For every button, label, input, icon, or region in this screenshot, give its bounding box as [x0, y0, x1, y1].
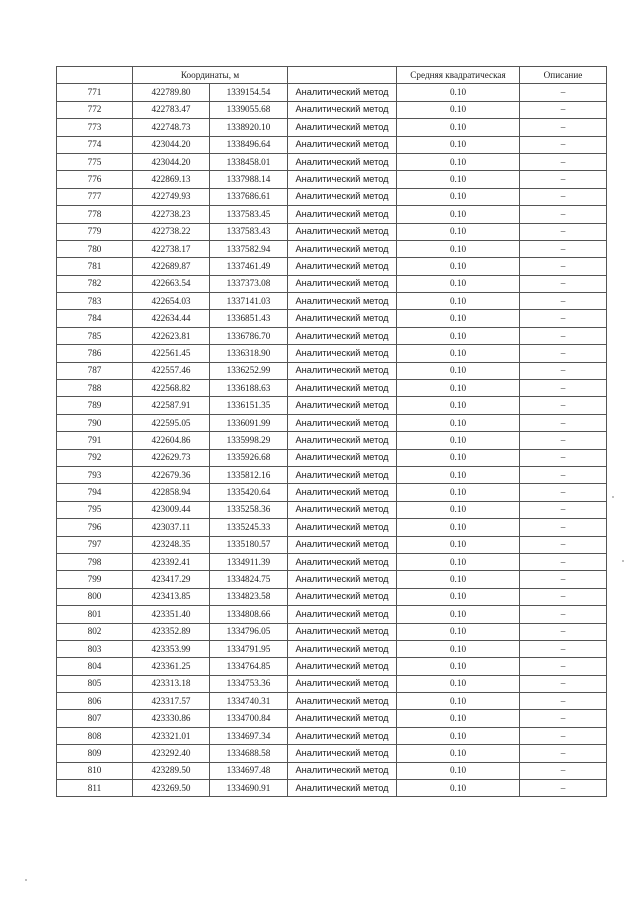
coord-y-cell: 1334688.58 — [210, 745, 288, 762]
description-cell: – — [520, 275, 607, 292]
method-cell: Аналитический метод — [288, 362, 397, 379]
table-row — [57, 275, 607, 292]
point-number-cell: 794 — [57, 484, 133, 501]
description-cell: – — [520, 536, 607, 553]
rms-error-cell: 0.10 — [397, 536, 520, 553]
coord-x-cell: 422623.81 — [133, 327, 210, 344]
rms-error-cell: 0.10 — [397, 484, 520, 501]
table-row — [57, 675, 607, 692]
coord-y-cell: 1334697.34 — [210, 727, 288, 744]
table-row — [57, 466, 607, 483]
coord-x-cell: 423321.01 — [133, 727, 210, 744]
coord-x-cell: 422663.54 — [133, 275, 210, 292]
method-cell: Аналитический метод — [288, 397, 397, 414]
description-cell: – — [520, 258, 607, 275]
rms-error-cell: 0.10 — [397, 380, 520, 397]
header-description: Описание — [520, 67, 607, 84]
coord-x-cell: 423289.50 — [133, 762, 210, 779]
coord-x-cell: 423330.86 — [133, 710, 210, 727]
point-number-cell: 784 — [57, 310, 133, 327]
coord-y-cell: 1336151.35 — [210, 397, 288, 414]
coord-x-cell: 422595.05 — [133, 414, 210, 431]
coord-x-cell: 422679.36 — [133, 466, 210, 483]
coord-x-cell: 423044.20 — [133, 153, 210, 170]
table-row — [57, 449, 607, 466]
coord-x-cell: 422858.94 — [133, 484, 210, 501]
rms-error-cell: 0.10 — [397, 101, 520, 118]
coord-y-cell: 1334740.31 — [210, 693, 288, 710]
rms-error-cell: 0.10 — [397, 84, 520, 101]
coordinates-table — [56, 66, 607, 797]
coord-y-cell: 1336188.63 — [210, 380, 288, 397]
coord-x-cell: 422568.82 — [133, 380, 210, 397]
coord-x-cell: 422604.86 — [133, 432, 210, 449]
description-cell: – — [520, 362, 607, 379]
coord-x-cell: 423351.40 — [133, 606, 210, 623]
description-cell: – — [520, 623, 607, 640]
method-cell: Аналитический метод — [288, 240, 397, 257]
table-row — [57, 223, 607, 240]
coord-x-cell: 423313.18 — [133, 675, 210, 692]
table-row — [57, 762, 607, 779]
rms-error-cell: 0.10 — [397, 258, 520, 275]
method-cell: Аналитический метод — [288, 432, 397, 449]
header-point-cell — [57, 67, 133, 84]
description-cell: – — [520, 206, 607, 223]
point-number-cell: 775 — [57, 153, 133, 170]
table-row — [57, 780, 607, 797]
coord-x-cell: 422689.87 — [133, 258, 210, 275]
method-cell: Аналитический метод — [288, 484, 397, 501]
description-cell: – — [520, 84, 607, 101]
coord-y-cell: 1335420.64 — [210, 484, 288, 501]
method-cell: Аналитический метод — [288, 519, 397, 536]
method-cell: Аналитический метод — [288, 414, 397, 431]
coord-x-cell: 422738.22 — [133, 223, 210, 240]
coord-x-cell: 423292.40 — [133, 745, 210, 762]
method-cell: Аналитический метод — [288, 380, 397, 397]
description-cell: – — [520, 414, 607, 431]
method-cell: Аналитический метод — [288, 640, 397, 657]
coord-y-cell: 1334697.48 — [210, 762, 288, 779]
coord-y-cell: 1336091.99 — [210, 414, 288, 431]
rms-error-cell: 0.10 — [397, 188, 520, 205]
point-number-cell: 805 — [57, 675, 133, 692]
coord-x-cell: 423037.11 — [133, 519, 210, 536]
rms-error-cell: 0.10 — [397, 310, 520, 327]
coord-y-cell: 1337988.14 — [210, 171, 288, 188]
method-cell: Аналитический метод — [288, 258, 397, 275]
rms-error-cell: 0.10 — [397, 293, 520, 310]
coord-y-cell: 1337583.43 — [210, 223, 288, 240]
table-row — [57, 658, 607, 675]
coord-x-cell: 422783.47 — [133, 101, 210, 118]
method-cell: Аналитический метод — [288, 188, 397, 205]
point-number-cell: 810 — [57, 762, 133, 779]
coord-x-cell: 422654.03 — [133, 293, 210, 310]
table-row — [57, 362, 607, 379]
coord-y-cell: 1337373.08 — [210, 275, 288, 292]
table-row — [57, 101, 607, 118]
coord-y-cell: 1338458.01 — [210, 153, 288, 170]
description-cell: – — [520, 345, 607, 362]
table-row — [57, 484, 607, 501]
table-row — [57, 171, 607, 188]
coord-y-cell: 1335812.16 — [210, 466, 288, 483]
rms-error-cell: 0.10 — [397, 414, 520, 431]
table-row — [57, 693, 607, 710]
point-number-cell: 793 — [57, 466, 133, 483]
method-cell: Аналитический метод — [288, 606, 397, 623]
rms-error-cell: 0.10 — [397, 606, 520, 623]
header-coordinates: Координаты, м — [133, 67, 288, 84]
coord-x-cell: 422557.46 — [133, 362, 210, 379]
method-cell: Аналитический метод — [288, 345, 397, 362]
table-row — [57, 414, 607, 431]
table-row — [57, 727, 607, 744]
description-cell: – — [520, 658, 607, 675]
table-row — [57, 310, 607, 327]
point-number-cell: 773 — [57, 119, 133, 136]
coord-x-cell: 422738.23 — [133, 206, 210, 223]
point-number-cell: 807 — [57, 710, 133, 727]
method-cell: Аналитический метод — [288, 536, 397, 553]
coord-y-cell: 1335926.68 — [210, 449, 288, 466]
table-row — [57, 501, 607, 518]
table-row — [57, 571, 607, 588]
description-cell: – — [520, 710, 607, 727]
coord-x-cell: 423317.57 — [133, 693, 210, 710]
rms-error-cell: 0.10 — [397, 710, 520, 727]
rms-error-cell: 0.10 — [397, 206, 520, 223]
coord-y-cell: 1334764.85 — [210, 658, 288, 675]
rms-error-cell: 0.10 — [397, 658, 520, 675]
table-row — [57, 258, 607, 275]
coord-x-cell: 422738.17 — [133, 240, 210, 257]
coord-x-cell: 423392.41 — [133, 553, 210, 570]
description-cell: – — [520, 745, 607, 762]
coord-y-cell: 1336786.70 — [210, 327, 288, 344]
rms-error-cell: 0.10 — [397, 397, 520, 414]
coord-y-cell: 1339154.54 — [210, 84, 288, 101]
coord-x-cell: 423044.20 — [133, 136, 210, 153]
method-cell: Аналитический метод — [288, 658, 397, 675]
rms-error-cell: 0.10 — [397, 553, 520, 570]
rms-error-cell: 0.10 — [397, 432, 520, 449]
coord-y-cell: 1337686.61 — [210, 188, 288, 205]
rms-error-cell: 0.10 — [397, 727, 520, 744]
method-cell: Аналитический метод — [288, 623, 397, 640]
point-number-cell: 798 — [57, 553, 133, 570]
table-row — [57, 380, 607, 397]
coord-y-cell: 1334823.58 — [210, 588, 288, 605]
point-number-cell: 788 — [57, 380, 133, 397]
coord-y-cell: 1334700.84 — [210, 710, 288, 727]
method-cell: Аналитический метод — [288, 206, 397, 223]
table-row — [57, 710, 607, 727]
point-number-cell: 774 — [57, 136, 133, 153]
coord-y-cell: 1339055.68 — [210, 101, 288, 118]
rms-error-cell: 0.10 — [397, 745, 520, 762]
method-cell: Аналитический метод — [288, 119, 397, 136]
method-cell: Аналитический метод — [288, 780, 397, 797]
point-number-cell: 799 — [57, 571, 133, 588]
rms-error-cell: 0.10 — [397, 223, 520, 240]
table-header-row — [57, 67, 607, 84]
point-number-cell: 800 — [57, 588, 133, 605]
rms-error-cell: 0.10 — [397, 119, 520, 136]
description-cell: – — [520, 588, 607, 605]
method-cell: Аналитический метод — [288, 449, 397, 466]
table-row — [57, 153, 607, 170]
point-number-cell: 804 — [57, 658, 133, 675]
description-cell: – — [520, 380, 607, 397]
method-cell: Аналитический метод — [288, 466, 397, 483]
coord-y-cell: 1335245.33 — [210, 519, 288, 536]
method-cell: Аналитический метод — [288, 171, 397, 188]
rms-error-cell: 0.10 — [397, 571, 520, 588]
coord-y-cell: 1334690.91 — [210, 780, 288, 797]
rms-error-cell: 0.10 — [397, 588, 520, 605]
rms-error-cell: 0.10 — [397, 327, 520, 344]
method-cell: Аналитический метод — [288, 275, 397, 292]
method-cell: Аналитический метод — [288, 675, 397, 692]
point-number-cell: 779 — [57, 223, 133, 240]
description-cell: – — [520, 501, 607, 518]
description-cell: – — [520, 397, 607, 414]
scan-speck — [622, 560, 624, 562]
rms-error-cell: 0.10 — [397, 640, 520, 657]
table-row — [57, 136, 607, 153]
point-number-cell: 776 — [57, 171, 133, 188]
header-method-cell — [288, 67, 397, 84]
rms-error-cell: 0.10 — [397, 449, 520, 466]
rms-error-cell: 0.10 — [397, 153, 520, 170]
description-cell: – — [520, 727, 607, 744]
coord-x-cell: 422789.80 — [133, 84, 210, 101]
coord-x-cell: 423248.35 — [133, 536, 210, 553]
coord-x-cell: 423009.44 — [133, 501, 210, 518]
rms-error-cell: 0.10 — [397, 171, 520, 188]
table-row — [57, 623, 607, 640]
point-number-cell: 792 — [57, 449, 133, 466]
point-number-cell: 783 — [57, 293, 133, 310]
table-row — [57, 432, 607, 449]
rms-error-cell: 0.10 — [397, 136, 520, 153]
point-number-cell: 809 — [57, 745, 133, 762]
rms-error-cell: 0.10 — [397, 345, 520, 362]
coord-y-cell: 1337582.94 — [210, 240, 288, 257]
coord-y-cell: 1335180.57 — [210, 536, 288, 553]
description-cell: – — [520, 553, 607, 570]
point-number-cell: 772 — [57, 101, 133, 118]
description-cell: – — [520, 171, 607, 188]
rms-error-cell: 0.10 — [397, 240, 520, 257]
coord-y-cell: 1334911.39 — [210, 553, 288, 570]
description-cell: – — [520, 188, 607, 205]
coord-x-cell: 422869.13 — [133, 171, 210, 188]
description-cell: – — [520, 101, 607, 118]
point-number-cell: 796 — [57, 519, 133, 536]
rms-error-cell: 0.10 — [397, 762, 520, 779]
coord-y-cell: 1335258.36 — [210, 501, 288, 518]
coord-x-cell: 423361.25 — [133, 658, 210, 675]
table-row — [57, 84, 607, 101]
description-cell: – — [520, 606, 607, 623]
rms-error-cell: 0.10 — [397, 519, 520, 536]
description-cell: – — [520, 223, 607, 240]
description-cell: – — [520, 327, 607, 344]
point-number-cell: 802 — [57, 623, 133, 640]
table-row — [57, 536, 607, 553]
coord-x-cell: 422587.91 — [133, 397, 210, 414]
description-cell: – — [520, 449, 607, 466]
description-cell: – — [520, 432, 607, 449]
table-row — [57, 745, 607, 762]
method-cell: Аналитический метод — [288, 588, 397, 605]
point-number-cell: 806 — [57, 693, 133, 710]
coord-x-cell: 422749.93 — [133, 188, 210, 205]
point-number-cell: 785 — [57, 327, 133, 344]
method-cell: Аналитический метод — [288, 693, 397, 710]
point-number-cell: 789 — [57, 397, 133, 414]
method-cell: Аналитический метод — [288, 327, 397, 344]
coord-y-cell: 1337461.49 — [210, 258, 288, 275]
description-cell: – — [520, 240, 607, 257]
description-cell: – — [520, 693, 607, 710]
scan-speck — [25, 879, 27, 881]
coord-y-cell: 1334808.66 — [210, 606, 288, 623]
method-cell: Аналитический метод — [288, 84, 397, 101]
coord-y-cell: 1335998.29 — [210, 432, 288, 449]
coord-y-cell: 1337583.45 — [210, 206, 288, 223]
coord-y-cell: 1338496.64 — [210, 136, 288, 153]
point-number-cell: 778 — [57, 206, 133, 223]
method-cell: Аналитический метод — [288, 710, 397, 727]
description-cell: – — [520, 571, 607, 588]
method-cell: Аналитический метод — [288, 136, 397, 153]
description-cell: – — [520, 293, 607, 310]
coord-x-cell: 423352.89 — [133, 623, 210, 640]
method-cell: Аналитический метод — [288, 310, 397, 327]
description-cell: – — [520, 310, 607, 327]
rms-error-cell: 0.10 — [397, 466, 520, 483]
description-cell: – — [520, 640, 607, 657]
table-row — [57, 345, 607, 362]
table-row — [57, 397, 607, 414]
method-cell: Аналитический метод — [288, 293, 397, 310]
scan-speck — [612, 496, 614, 498]
point-number-cell: 781 — [57, 258, 133, 275]
description-cell: – — [520, 153, 607, 170]
table-row — [57, 188, 607, 205]
point-number-cell: 771 — [57, 84, 133, 101]
method-cell: Аналитический метод — [288, 223, 397, 240]
table-row — [57, 640, 607, 657]
rms-error-cell: 0.10 — [397, 623, 520, 640]
coord-y-cell: 1334824.75 — [210, 571, 288, 588]
method-cell: Аналитический метод — [288, 745, 397, 762]
coord-x-cell: 422629.73 — [133, 449, 210, 466]
coord-y-cell: 1334753.36 — [210, 675, 288, 692]
rms-error-cell: 0.10 — [397, 693, 520, 710]
table-row — [57, 519, 607, 536]
table-row — [57, 240, 607, 257]
rms-error-cell: 0.10 — [397, 275, 520, 292]
coord-x-cell: 422634.44 — [133, 310, 210, 327]
table-row — [57, 553, 607, 570]
coord-y-cell: 1338920.10 — [210, 119, 288, 136]
table-body — [57, 84, 607, 797]
table-row — [57, 327, 607, 344]
point-number-cell: 791 — [57, 432, 133, 449]
coord-x-cell: 422561.45 — [133, 345, 210, 362]
description-cell: – — [520, 484, 607, 501]
coord-y-cell: 1336851.43 — [210, 310, 288, 327]
method-cell: Аналитический метод — [288, 727, 397, 744]
header-rms-error: Средняя квадратическая — [397, 67, 520, 84]
coord-y-cell: 1336252.99 — [210, 362, 288, 379]
point-number-cell: 787 — [57, 362, 133, 379]
point-number-cell: 797 — [57, 536, 133, 553]
point-number-cell: 811 — [57, 780, 133, 797]
rms-error-cell: 0.10 — [397, 362, 520, 379]
method-cell: Аналитический метод — [288, 553, 397, 570]
table-row — [57, 606, 607, 623]
point-number-cell: 803 — [57, 640, 133, 657]
point-number-cell: 795 — [57, 501, 133, 518]
method-cell: Аналитический метод — [288, 153, 397, 170]
description-cell: – — [520, 675, 607, 692]
method-cell: Аналитический метод — [288, 501, 397, 518]
point-number-cell: 790 — [57, 414, 133, 431]
coord-x-cell: 423269.50 — [133, 780, 210, 797]
coord-x-cell: 423413.85 — [133, 588, 210, 605]
table-row — [57, 293, 607, 310]
method-cell: Аналитический метод — [288, 762, 397, 779]
point-number-cell: 808 — [57, 727, 133, 744]
description-cell: – — [520, 466, 607, 483]
point-number-cell: 782 — [57, 275, 133, 292]
rms-error-cell: 0.10 — [397, 780, 520, 797]
rms-error-cell: 0.10 — [397, 501, 520, 518]
description-cell: – — [520, 519, 607, 536]
point-number-cell: 801 — [57, 606, 133, 623]
method-cell: Аналитический метод — [288, 101, 397, 118]
point-number-cell: 780 — [57, 240, 133, 257]
description-cell: – — [520, 780, 607, 797]
table-row — [57, 588, 607, 605]
description-cell: – — [520, 136, 607, 153]
method-cell: Аналитический метод — [288, 571, 397, 588]
coord-x-cell: 423417.29 — [133, 571, 210, 588]
coord-x-cell: 422748.73 — [133, 119, 210, 136]
description-cell: – — [520, 762, 607, 779]
point-number-cell: 786 — [57, 345, 133, 362]
coord-x-cell: 423353.99 — [133, 640, 210, 657]
table-row — [57, 206, 607, 223]
description-cell: – — [520, 119, 607, 136]
coord-y-cell: 1336318.90 — [210, 345, 288, 362]
coord-y-cell: 1334791.95 — [210, 640, 288, 657]
point-number-cell: 777 — [57, 188, 133, 205]
coord-y-cell: 1334796.05 — [210, 623, 288, 640]
coord-y-cell: 1337141.03 — [210, 293, 288, 310]
table-row — [57, 119, 607, 136]
rms-error-cell: 0.10 — [397, 675, 520, 692]
